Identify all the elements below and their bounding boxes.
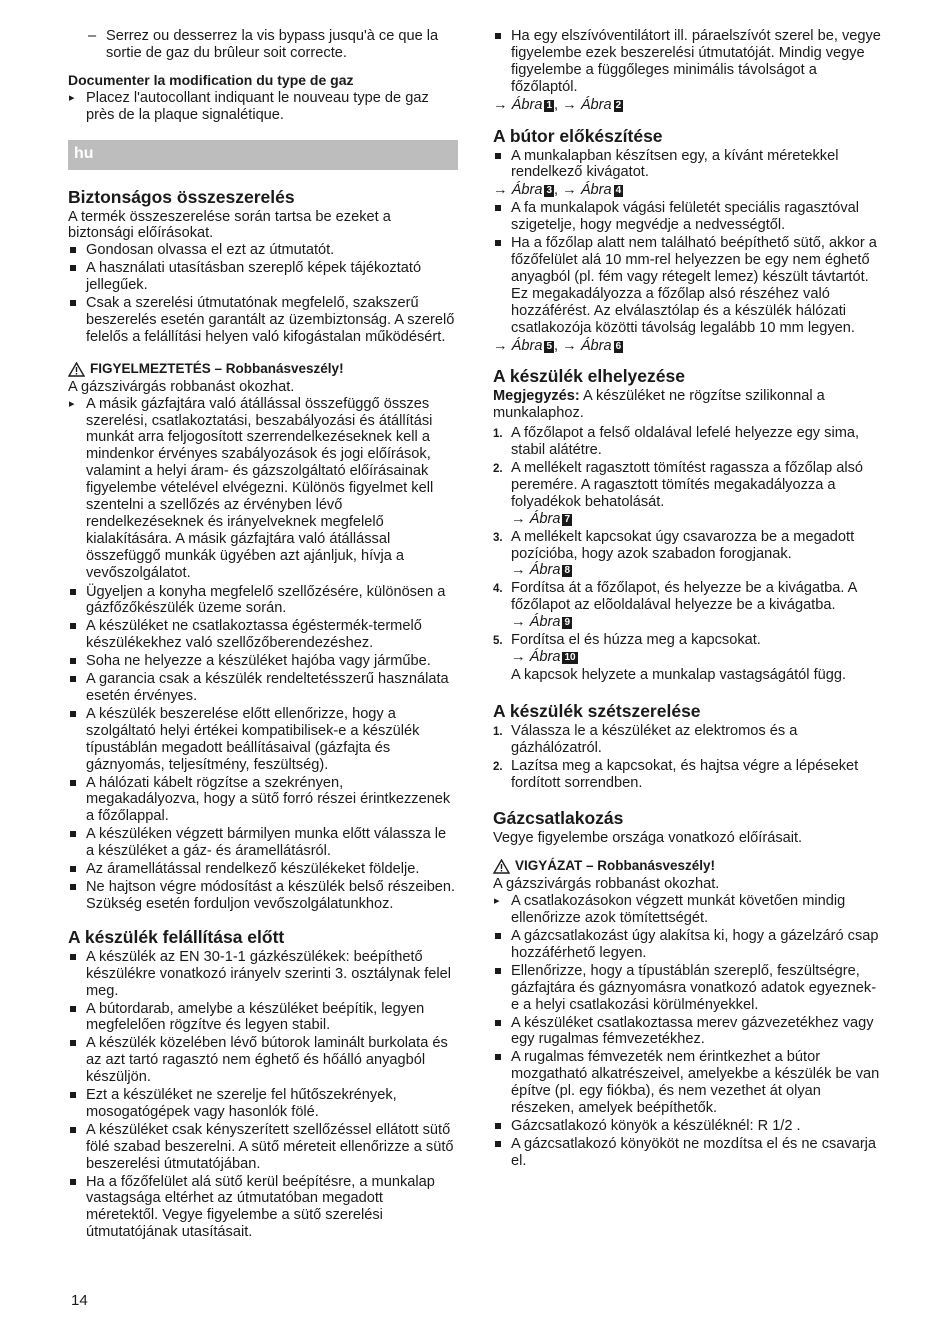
figure-number: 2: [615, 99, 622, 111]
list-item: A készülék közelében lévő bútorok laminált burkolata és az azt tartó ragasztó nem éghető és hőálló anyagból készüljön.: [68, 1035, 458, 1086]
list-item: Gázcsatlakozó könyök a készüléknél: R 1/2 .: [493, 1118, 881, 1135]
doc-heading: Documenter la modification du type de gaz: [68, 71, 354, 88]
section-title-dismantle: A készülék szétszerelése: [493, 700, 701, 721]
figure-number: 8: [564, 565, 571, 577]
figure-label: Ábra: [511, 96, 543, 113]
step-item: [493, 529, 881, 580]
caution-text: A gázszivárgás robbanást okozhat.: [493, 876, 720, 893]
section-title-furniture: A bútor előkészítése: [493, 125, 663, 146]
figure-ref: [493, 338, 554, 354]
list-item: A készüléket csak kényszerített szellőzéssel ellátott sütő fölé szabad beszerelni. A sütő méreteit ellenőrizze a sütő beszerelési útmutatójában.: [68, 1122, 458, 1173]
list-item: Ezt a készüléket ne szerelje fel hűtőszekrények, mosogatógépek vagy hasonlók fölé.: [68, 1087, 458, 1121]
step-number: 1.: [493, 725, 503, 738]
list-item: Ne hajtson végre módosítást a készülék belső részeiben. Szükség esetén forduljon vevőszolgálatunkhoz.: [68, 879, 458, 913]
safety-list-2: [68, 584, 458, 913]
list-item: A garancia csak a készülék rendeltetésszerű használata esetén érvényes.: [68, 671, 458, 705]
figure-label: Ábra: [529, 562, 561, 579]
caution-heading: [493, 858, 881, 875]
figure-label: Ábra: [511, 337, 543, 354]
step-number: 3.: [493, 531, 503, 544]
list-item: Az áramellátással rendelkező készülékeket földelje.: [68, 861, 458, 878]
figure-label: Ábra: [529, 614, 561, 631]
section-title-gas: Gázcsatlakozás: [493, 808, 624, 829]
step-item: [493, 632, 881, 666]
list-item: Ha egy elszívóventilátort ill. páraelszívót szerel be, vegye figyelembe ezek beszerelési útmutatóját. Mindig vegye figyelembe a függőleges minimális távolságot a főzőlaptól.: [493, 28, 881, 96]
arrow-icon: →: [511, 510, 526, 527]
figure-number: 1: [546, 99, 553, 111]
gas-intro: Vegye figyelembe országa vonatkozó előírásait.: [493, 830, 803, 847]
figure-number: 3: [546, 185, 553, 197]
arrow-icon: →: [493, 337, 508, 354]
list-item: Csak a szerelési útmutatónak megfelelő, szakszerű beszerelés esetén garantált az üzembiztonság. A szerelő felelős a felállítási helyen való kifogástalan működésért.: [68, 295, 458, 346]
section-title-placement: A készülék elhelyezése: [493, 366, 685, 387]
figure-reference: → Ábra 5 , → Ábra 6: [493, 337, 622, 354]
figure-reference: → Ábra 3 , → Ábra 4: [493, 182, 622, 199]
figure-ref: [562, 97, 623, 113]
list-item: A készüléken végzett bármilyen munka előtt válassza le a készüléket a gáz- és áramellátásról.: [68, 826, 458, 860]
step-text: A mellékelt ragasztott tömítést ragassza a főzőlap alsó peremére. A ragasztott tömítés megakadályozza a folyadékok behatolását.: [511, 460, 864, 510]
figure-label: Ábra: [580, 337, 612, 354]
section-title-before-install: A készülék felállítása előtt: [68, 926, 285, 947]
step-item: [493, 580, 881, 631]
safety-list: [68, 242, 458, 345]
step-number: 2.: [493, 760, 503, 773]
step-text: A főzőlapot a felső oldalával lefelé helyezze egy sima, stabil alátétre.: [511, 425, 860, 459]
page-number: 14: [71, 1292, 88, 1309]
arrow-icon: →: [562, 182, 577, 199]
arrow-icon: →: [562, 337, 577, 354]
figure-number: 7: [564, 513, 571, 525]
intro-list: [88, 28, 458, 62]
warning-title: FIGYELMEZTETÉS – Robbanásveszély!: [90, 360, 344, 376]
figure-ref: [511, 562, 572, 578]
step-number: 1.: [493, 428, 503, 441]
right-column: [493, 28, 881, 1171]
list-item: Soha ne helyezze a készüléket hajóba vagy járműbe.: [68, 653, 458, 670]
arrow-icon: →: [493, 96, 508, 113]
list-item: A bútordarab, amelybe a készüléket beépítik, legyen megfelelően rögzítve és legyen stabil.: [68, 1001, 458, 1035]
figure-number: 10: [564, 652, 576, 663]
figure-ref: [562, 338, 623, 354]
section-intro: A termék összeszerelése során tartsa be ezeket a biztonsági előírásokat.: [68, 208, 391, 242]
arrow-icon: →: [562, 96, 577, 113]
note-label: Megjegyzés:: [493, 388, 580, 405]
list-item: Ellenőrizze, hogy a típustáblán szereplő, feszültségre, gázfajtára és gáznyomásra vonatkozó adatok egyeznek-e a helyi csatlakozási körülményekkel.: [493, 963, 881, 1014]
list-item: A hálózati kábelt rögzítse a szekrényen, megakadályozva, hogy a sütő forró részei érintkezzenek a főzőlappal.: [68, 775, 458, 826]
figure-ref: [511, 614, 572, 630]
figure-label: Ábra: [511, 182, 543, 199]
step-text: Fordítsa el és húzza meg a kapcsokat.: [511, 632, 761, 649]
warning-list: [68, 396, 458, 582]
list-item: – Serrez ou desserrez la vis bypass jusqu'à ce que la sortie de gaz du brûleur soit correcte.: [88, 28, 458, 62]
note-text: A készüléket ne rögzítse szilikonnal a munkalaphoz.: [493, 388, 825, 422]
placement-after: A kapcsok helyzete a munkalap vastagságától függ.: [511, 666, 847, 683]
warning-text: A gázszivárgás robbanást okozhat.: [68, 378, 295, 395]
language-bar: [68, 140, 458, 170]
step-item: [493, 758, 881, 792]
list-item: A gázcsatlakozó könyököt ne mozdítsa el és ne csavarja el.: [493, 1136, 881, 1170]
step-item: [493, 723, 881, 757]
figure-number: 4: [615, 185, 622, 197]
step-number: 4.: [493, 583, 503, 596]
step-text: Fordítsa át a főzőlapot, és helyezze be a kivágatba. A főzőlapot az elõoldalával helyezze be a kivágatba.: [511, 580, 857, 614]
list-item: A készüléket csatlakoztassa merev gázvezetékhez vagy egy rugalmas fémvezetékhez.: [493, 1015, 881, 1049]
caution-title: VIGYÁZAT – Robbanásveszély!: [515, 858, 716, 874]
figure-ref: [493, 182, 554, 198]
step-number: 2.: [493, 463, 503, 476]
dismantle-steps: [493, 723, 881, 792]
list-item: ▸ A másik gázfajtára való átállással összefüggő összes szerelési, csatlakoztatási, beszabályozási és átállítási munkát arra feljogosított szerrendelkezéseknek kell a mindenkor érvényes szabályozások és jogi előírások, valamint a helyi áram- és gázszolgáltató előírásainak figyelembe vételével elvégezni. Különös figyelmet kell szentelni a szellőzés az érvényben lévő rendelkezéseknek és irányelveknek megfelelő kialakítására. A másik gázfajtára való átállással összefüggő munkák ügyében azt ajánljuk, hívja a vevőszolgálatot.: [68, 396, 458, 582]
list-item: A készülék az EN 30-1-1 gázkészülékek: beépíthető készülékre vonatkozó irányelv szerinti 3. osztálynak felel meg.: [68, 949, 458, 1000]
step-number: 5.: [493, 635, 503, 648]
list-item: A gázcsatlakozást úgy alakítsa ki, hogy a gázelzáró csap hozzáférhető legyen.: [493, 928, 881, 962]
left-column: [68, 28, 458, 1242]
list-item: A készülék beszerelése előtt ellenőrizze, hogy a szolgáltató helyi értékei kompatibilisek-e a készülék típustáblán megadott beállításaival (gázfajta és gáznyomás, teljesítmény, feszültség).: [68, 706, 458, 774]
figure-number: 6: [615, 340, 622, 352]
list-item: Ha a főzőfelület alá sütő kerül beépítésre, a munkalap vastagsága eltérhet az útmutatóban megadott méretektől. Vegye figyelembe a sütő szerelési útmutatójának utasításait.: [68, 1174, 458, 1242]
step-text: Lazítsa meg a kapcsokat, és hajtsa végre a lépéseket fordított sorrendben.: [511, 757, 859, 791]
list-item: Ügyeljen a konyha megfelelő szellőzésére, különösen a gázfőzőkészülék üzeme során.: [68, 584, 458, 618]
figure-ref: [493, 97, 554, 113]
top-list: [493, 28, 881, 96]
figure-label: Ábra: [529, 510, 561, 527]
furniture-list-2: [493, 200, 881, 336]
list-item: Ha a főzőlap alatt nem található beépíthető sütő, akkor a főzőfelület alá 10 mm-rel helyezzen be egy nem éghető anyagból (pl. fém vagy rétegelt lemez) készült távtartót. Ez megakadályozza a főzőlap alsó részéhez való hozzáférést. Az elválasztólap és a készülék hálózati csatlakozója közötti távolság legalább 10 mm legyen.: [493, 235, 881, 336]
figure-reference: → Ábra 1 , → Ábra 2: [493, 96, 622, 113]
caution-list: [493, 893, 881, 927]
list-item: A rugalmas fémvezeték nem érintkezhet a bútor mozgatható alkatrészeivel, amelyekbe a készülék be van építve (pl. egy fiókba), és nem vezethet át olyan részeken, amelyek beépíthetők.: [493, 1049, 881, 1117]
list-item: Gondosan olvassa el ezt az útmutatót.: [68, 242, 458, 259]
step-item: [493, 425, 881, 459]
arrow-icon: →: [511, 614, 526, 631]
figure-label: Ábra: [580, 182, 612, 199]
figure-ref: [511, 511, 572, 527]
furniture-list: [493, 148, 881, 182]
warning-icon: [493, 859, 510, 874]
figure-label: Ábra: [580, 96, 612, 113]
note: [493, 388, 881, 422]
before-install-list: [68, 949, 458, 1241]
list-item: ▸ A csatlakozásokon végzett munkát követően mindig ellenőrizze azok tömítettségét.: [493, 893, 881, 927]
figure-ref: [511, 649, 578, 665]
figure-number: 9: [564, 617, 571, 629]
section-title-safety: Biztonságos összeszerelés: [68, 186, 295, 207]
warning-heading: [68, 361, 458, 378]
warning-icon: [68, 362, 85, 377]
figure-ref: [562, 182, 623, 198]
list-item: ▸ Placez l'autocollant indiquant le nouveau type de gaz près de la plaque signalétique.: [68, 90, 458, 124]
step-text: A mellékelt kapcsokat úgy csavarozza be a megadott pozícióba, hogy azok szabadon forogjanak.: [511, 528, 855, 562]
placement-steps: [493, 425, 881, 666]
language-label: hu: [74, 144, 94, 162]
list-item: A fa munkalapok vágási felületét speciális ragasztóval szigetelje, hogy megvédje a nedvességtől.: [493, 200, 881, 234]
step-text: Válassza le a készüléket az elektromos és a gázhálózatról.: [511, 722, 798, 756]
figure-label: Ábra: [529, 649, 561, 665]
gas-list: [493, 928, 881, 1170]
arrow-icon: →: [511, 649, 526, 665]
step-item: [493, 460, 881, 528]
list-item: A munkalapban készítsen egy, a kívánt méretekkel rendelkező kivágatot.: [493, 148, 881, 182]
arrow-icon: →: [493, 182, 508, 199]
figure-number: 5: [546, 340, 553, 352]
list-item: A készüléket ne csatlakoztassa égéstermék-termelő készülékekhez való szellőzőberendezéshez.: [68, 618, 458, 652]
list-item: A használati utasításban szereplő képek tájékoztató jellegűek.: [68, 260, 458, 294]
doc-list: [68, 90, 458, 124]
arrow-icon: →: [511, 562, 526, 579]
